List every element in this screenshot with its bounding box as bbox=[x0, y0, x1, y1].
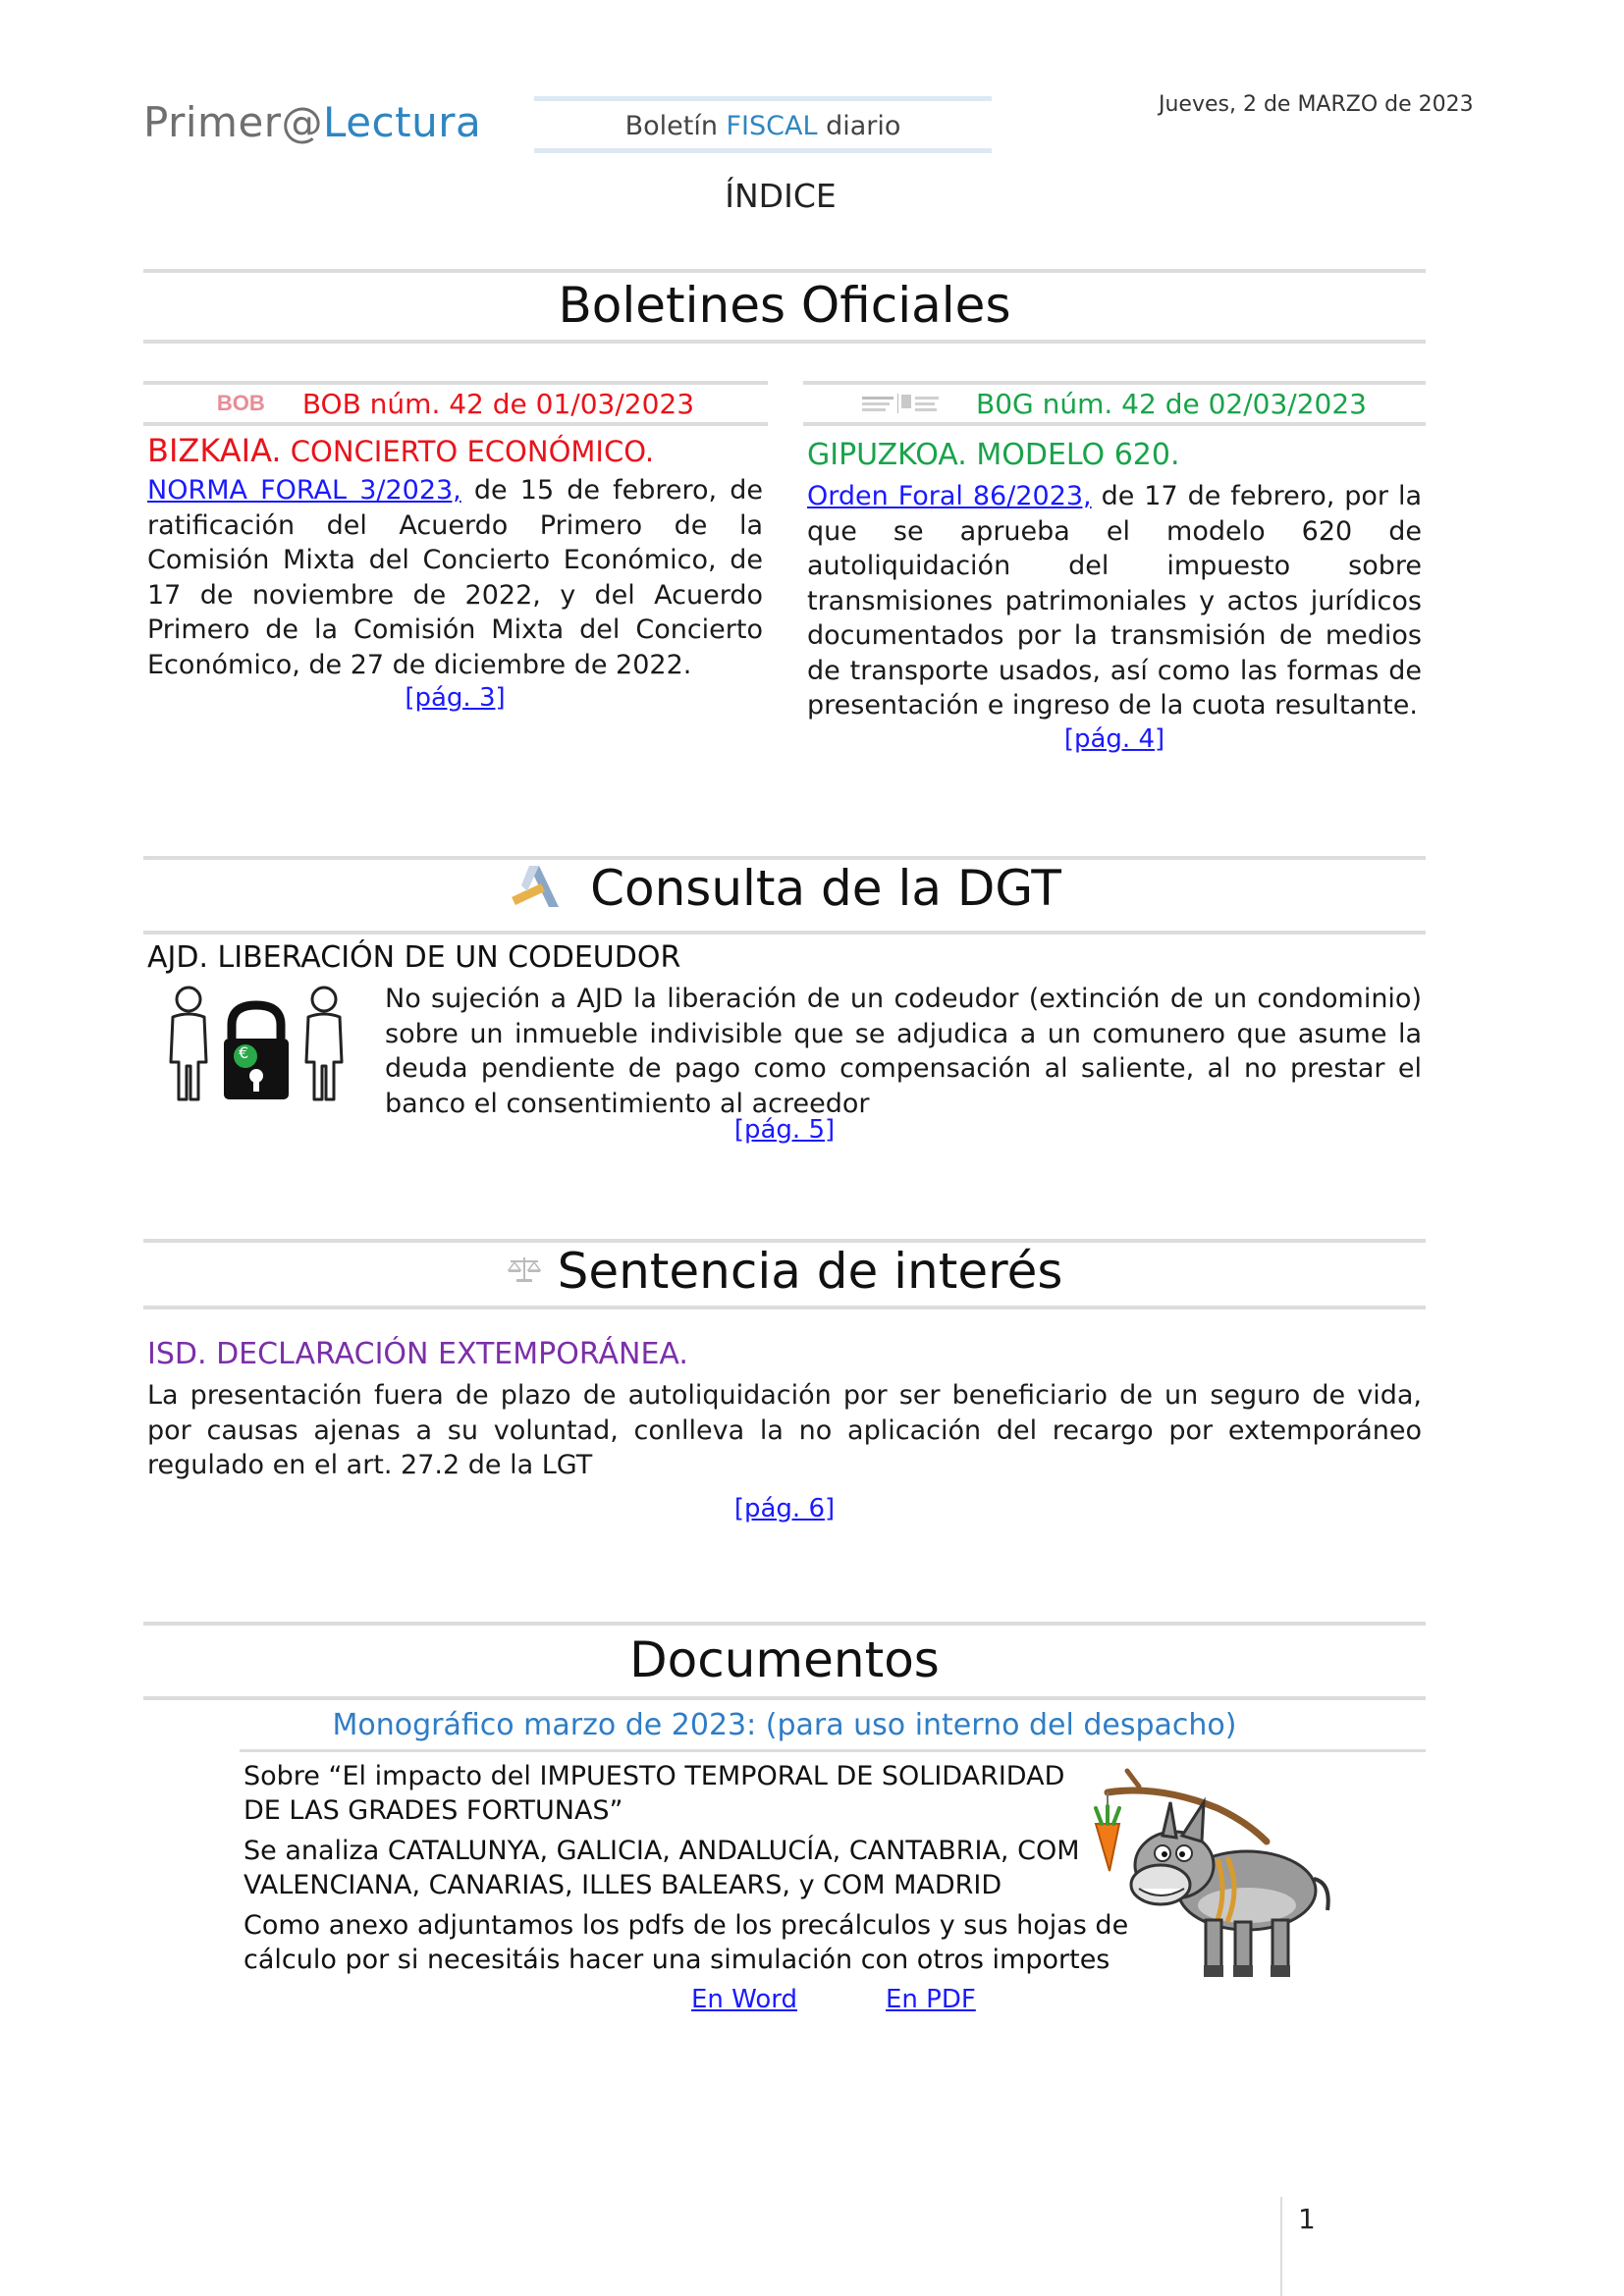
intro-title-line2: DE LAS GRADES FORTUNAS” bbox=[244, 1795, 623, 1826]
section-rule-bottom bbox=[143, 1696, 1426, 1700]
bizkaia-heading bbox=[147, 432, 654, 469]
intro-title-line1: “El impacto del IMPUESTO TEMPORAL DE SOLIDARIDAD bbox=[328, 1761, 1065, 1791]
gipuzkoa-summary bbox=[807, 479, 1422, 723]
bizkaia-region: BIZKAIA. bbox=[147, 432, 282, 469]
bog-header bbox=[803, 381, 1426, 426]
download-pdf-link bbox=[886, 1985, 976, 2014]
download-pdf-link-text[interactable]: En PDF bbox=[886, 1985, 976, 2014]
euro-symbol: € bbox=[239, 1043, 249, 1062]
intro-prefix: Sobre bbox=[244, 1761, 329, 1791]
brand-logo bbox=[143, 98, 481, 146]
donkey-carrot-illustration bbox=[1080, 1763, 1335, 1999]
page-link-3-text[interactable]: [pág. 3] bbox=[405, 683, 506, 713]
page-link-6-text[interactable]: [pág. 6] bbox=[733, 1494, 836, 1523]
bulletin-prefix: Boletín bbox=[624, 111, 727, 141]
dgt-summary: No sujeción a AJD la liberación de un codeudor (extinción de un condominio) sobre un inmueble indivisible que se adjudica a un comunero que asume la deuda pendiente de pago como compensación al saliente, al no prestar el banco el consentimiento al acreedor bbox=[385, 984, 1422, 1119]
footer-divider bbox=[1280, 2197, 1282, 2296]
analysis-line2: VALENCIANA, CANARIAS, ILLES BALEARS, y COM MADRID bbox=[244, 1870, 1002, 1900]
subtitle-rule bbox=[240, 1749, 1426, 1752]
bog-logo-icon bbox=[862, 391, 939, 416]
agencia-tributaria-icon bbox=[508, 864, 561, 913]
section-header-sentencia bbox=[143, 1243, 1426, 1300]
bob-heading: BOB núm. 42 de 01/03/2023 bbox=[301, 387, 695, 420]
analysis-line1: Se analiza CATALUNYA, GALICIA, ANDALUCÍA, CANTABRIA, COM bbox=[244, 1836, 1080, 1866]
section-title-sentencia: Sentencia de interés bbox=[557, 1243, 1063, 1300]
section-rule-bottom bbox=[143, 931, 1426, 934]
bulletin-accent: FISCAL bbox=[726, 111, 818, 141]
section-title-boletines: Boletines Oficiales bbox=[558, 277, 1011, 334]
issue-date: Jueves, 2 de MARZO de 2023 bbox=[1159, 92, 1474, 117]
section-rule-top bbox=[143, 269, 1426, 273]
sentencia-summary: La presentación fuera de plazo de autoliquidación por ser beneficiario de un seguro de vida, por causas ajenas a su voluntad, conlleva la no aplicación del recargo por extemporáneo regulado en el art. 27.2 de la LGT bbox=[147, 1380, 1422, 1480]
gipuzkoa-body: de 17 de febrero, por la que se aprueba el modelo 620 de autoliquidación del impuesto sobre transmisiones patrimoniales y actos jurídicos documentados por la transmisión de medios de transporte usados, así como las formas de presentación e ingreso de la cuota resultante. bbox=[807, 481, 1423, 721]
page-link-3 bbox=[147, 683, 763, 713]
download-word-link bbox=[691, 1985, 797, 2014]
page-link-4 bbox=[807, 724, 1422, 754]
bizkaia-body: de 15 de febrero, de ratificación del Acuerdo Primero de la Comisión Mixta del Concierto Económico, de 17 de noviembre de 2022, y del Acuerdo Primero de la Comisión Mixta del Concierto Económico, de 27 de diciembre de 2022. bbox=[147, 475, 763, 680]
section-title-documentos: Documentos bbox=[629, 1631, 940, 1688]
annex-line1: Como anexo adjuntamos los pdfs de los precálculos y sus hojas de bbox=[244, 1910, 1129, 1941]
section-rule-top bbox=[143, 1622, 1426, 1626]
page-link-4-text[interactable]: [pág. 4] bbox=[1063, 724, 1165, 754]
section-rule-bottom bbox=[143, 1306, 1426, 1309]
download-word-link-text[interactable]: En Word bbox=[691, 1985, 797, 2014]
logo-prefix: Primer@ bbox=[143, 98, 324, 146]
bulletin-suffix: diario bbox=[817, 111, 901, 141]
bog-heading: B0G núm. 42 de 02/03/2023 bbox=[975, 387, 1367, 420]
intro-line bbox=[244, 1759, 1068, 1793]
sentencia-heading: ISD. DECLARACIÓN EXTEMPORÁNEA. bbox=[147, 1337, 688, 1371]
orden-foral-link[interactable]: Orden Foral 86/2023, bbox=[807, 481, 1092, 511]
documentos-description bbox=[244, 1759, 1129, 1977]
documentos-subtitle: Monográfico marzo de 2023: (para uso interno del despacho) bbox=[332, 1708, 1237, 1742]
section-title-dgt: Consulta de la DGT bbox=[590, 860, 1061, 917]
index-title: ÍNDICE bbox=[725, 177, 837, 215]
bob-header bbox=[143, 381, 768, 426]
gipuzkoa-heading: GIPUZKOA. MODELO 620. bbox=[807, 438, 1180, 472]
scales-of-justice-icon bbox=[507, 1255, 542, 1288]
dgt-heading: AJD. LIBERACIÓN DE UN CODEUDOR bbox=[147, 940, 681, 975]
page-link-5-text[interactable]: [pág. 5] bbox=[733, 1115, 836, 1145]
bulletin-title bbox=[534, 96, 992, 153]
bob-logo: BOB bbox=[216, 391, 265, 415]
norma-foral-link[interactable]: NORMA FORAL 3/2023, bbox=[147, 475, 461, 506]
bizkaia-summary bbox=[147, 473, 763, 682]
bizkaia-topic: CONCIERTO ECONÓMICO. bbox=[281, 435, 655, 468]
logo-accent: Lectura bbox=[323, 98, 482, 146]
page-number: 1 bbox=[1298, 2203, 1316, 2235]
page-link-6 bbox=[143, 1494, 1426, 1523]
codebtor-lock-icon bbox=[159, 984, 355, 1105]
annex-line2: cálculo por si necesitáis hacer una simulación con otros importes bbox=[244, 1945, 1110, 1975]
section-header-dgt bbox=[143, 860, 1426, 917]
page-link-5 bbox=[143, 1115, 1426, 1145]
section-rule-bottom bbox=[143, 340, 1426, 344]
